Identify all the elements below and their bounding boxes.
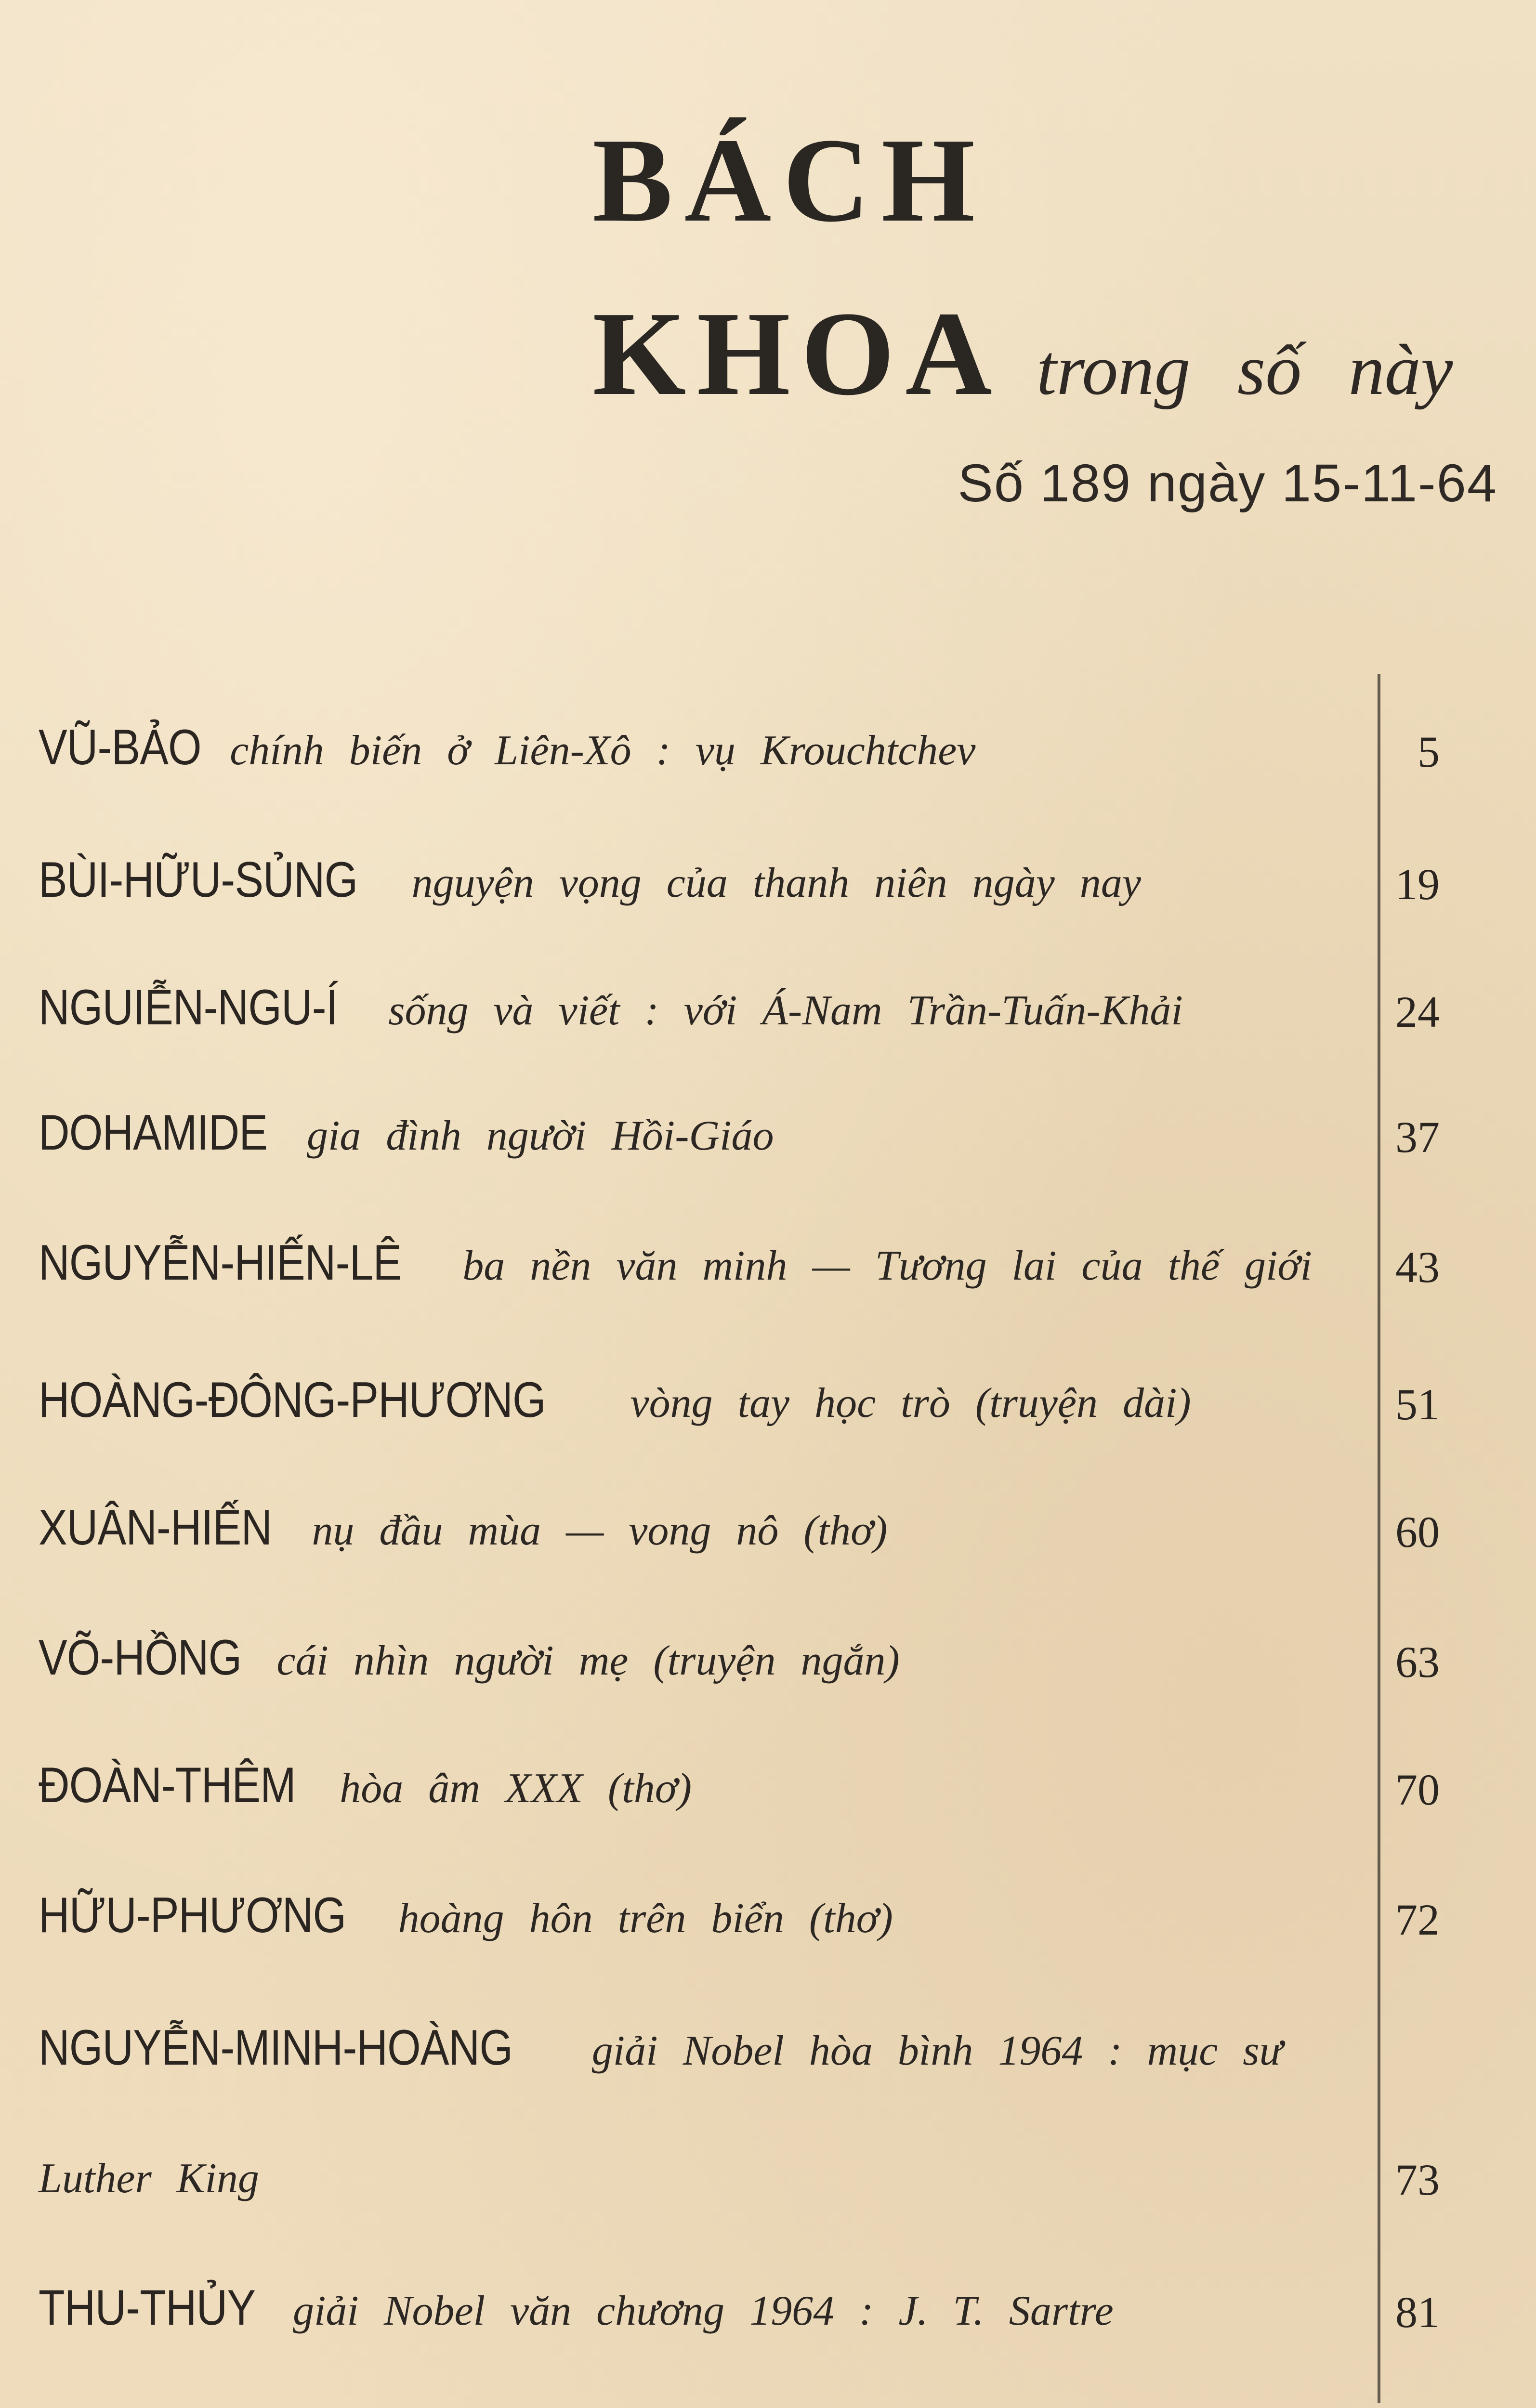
toc-page-number: 19 xyxy=(1395,860,1440,909)
toc-title: ba nền văn minh — Tương lai của thế giới xyxy=(462,1243,1312,1289)
toc-author: NGUIỄN-NGU-Í xyxy=(39,980,338,1035)
toc-page-number: 72 xyxy=(1395,1895,1440,1944)
toc-author: VÕ-HỒNG xyxy=(39,1630,242,1686)
toc-page-number: 43 xyxy=(1395,1243,1440,1292)
toc-title-continuation: Luther King xyxy=(39,2155,259,2202)
toc-entry xyxy=(39,1500,1339,1556)
toc-author: HOÀNG-ĐÔNG-PHƯƠNG xyxy=(39,1372,546,1428)
toc-page-number: 24 xyxy=(1395,987,1440,1036)
toc-entry xyxy=(39,1105,1339,1161)
toc-title: gia đình người Hồi-Giáo xyxy=(306,1112,774,1159)
toc-author: THU-THỦY xyxy=(39,2280,256,2336)
toc-author: XUÂN-HIẾN xyxy=(39,1500,272,1556)
toc-title: hòa âm XXX (thơ) xyxy=(340,1765,692,1812)
masthead-tagline: trong số này xyxy=(1036,330,1453,410)
issue-info: Số 189 ngày 15-11-64 xyxy=(958,454,1497,513)
toc-author: NGUYỄN-MINH-HOÀNG xyxy=(39,2020,513,2076)
toc-title: giải Nobel hòa bình 1964 : mục sư xyxy=(591,2028,1283,2074)
masthead-title-bach: BÁCH xyxy=(592,114,987,247)
toc-page-number: 37 xyxy=(1395,1112,1440,1162)
toc-author: ĐOÀN-THÊM xyxy=(39,1757,296,1813)
toc-entry-continuation xyxy=(39,2155,1339,2202)
toc-title: sống và viết : với Á-Nam Trần-Tuấn-Khải xyxy=(388,987,1183,1034)
toc-author: DOHAMIDE xyxy=(39,1105,268,1161)
toc-author: BÙI-HỮU-SỦNG xyxy=(39,852,358,908)
masthead-title-row xyxy=(592,287,1453,420)
toc-author: NGUYỄN-HIẾN-LÊ xyxy=(39,1235,402,1291)
toc-title: chính biến ở Liên-Xô : vụ Krouchtchev xyxy=(230,727,976,774)
toc-entry xyxy=(39,1372,1339,1428)
toc-page-number: 51 xyxy=(1395,1380,1440,1429)
toc-entry xyxy=(39,2020,1339,2076)
toc-title: nguyện vọng của thanh niên ngày nay xyxy=(411,860,1141,906)
toc-title: hoàng hôn trên biển (thơ) xyxy=(398,1895,893,1942)
toc-entry xyxy=(39,1235,1339,1291)
toc-page-number: 70 xyxy=(1395,1765,1440,1814)
toc-author: VŨ-BẢO xyxy=(39,720,201,775)
toc-page-number: 81 xyxy=(1395,2288,1440,2337)
toc-page-number: 73 xyxy=(1395,2155,1440,2204)
toc-title: giải Nobel văn chương 1964 : J. T. Sartre xyxy=(292,2288,1114,2334)
toc-page-number: 60 xyxy=(1395,1507,1440,1557)
toc-title: cái nhìn người mẹ (truyện ngắn) xyxy=(276,1637,900,1684)
toc-entry xyxy=(39,720,1339,775)
toc-entry xyxy=(39,1757,1339,1813)
toc-entry xyxy=(39,1887,1339,1943)
toc-title: vòng tay học trò (truyện dài) xyxy=(630,1380,1191,1426)
toc-entry xyxy=(39,1630,1339,1686)
toc-page-number: 63 xyxy=(1395,1637,1440,1687)
toc-title: nụ đầu mùa — vong nô (thơ) xyxy=(312,1507,888,1554)
toc-entry xyxy=(39,2280,1339,2336)
masthead-title-khoa: KHOA xyxy=(592,287,1003,420)
toc-entry xyxy=(39,982,1339,1033)
toc-entry xyxy=(39,852,1339,908)
toc-author: HỮU-PHƯƠNG xyxy=(39,1887,346,1943)
toc-page-number: 5 xyxy=(1418,727,1440,776)
